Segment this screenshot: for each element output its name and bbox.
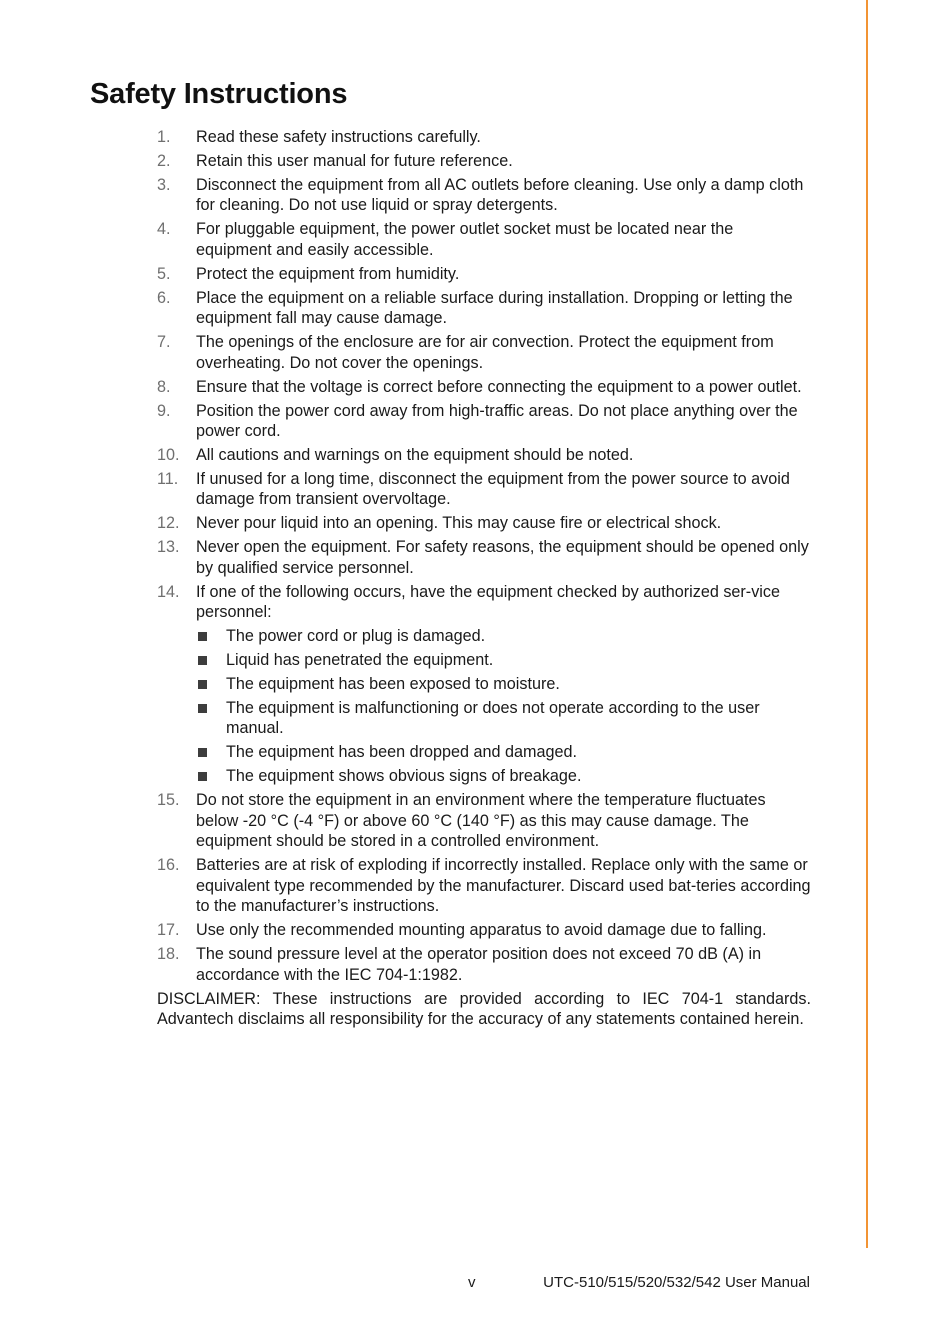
item-number: 4. (157, 220, 171, 239)
list-item (157, 332, 811, 373)
bullet-item (196, 698, 811, 739)
item-text: Ensure that the voltage is correct before connecting the equipment to a power outlet. (196, 377, 802, 396)
list-item (157, 582, 811, 787)
item-number: 9. (157, 401, 171, 420)
list-item (157, 513, 811, 534)
bullet-text: The power cord or plug is damaged. (226, 627, 486, 646)
item-text: Retain this user manual for future reference. (196, 151, 513, 170)
item-number: 2. (157, 151, 171, 170)
disclaimer-text: DISCLAIMER: These instructions are provided according to IEC 704-1 standards. Advantech disclaims all responsibility for the accuracy of any statements contained herein. (157, 989, 811, 1029)
item-number: 16. (157, 856, 180, 875)
bullet-text: The equipment has been exposed to moisture. (226, 675, 560, 693)
page-title: Safety Instructions (90, 78, 348, 110)
item-number: 18. (157, 945, 180, 964)
item-number: 1. (157, 128, 171, 146)
list-item (157, 151, 811, 172)
item-number: 11. (157, 469, 179, 488)
item-text: Protect the equipment from humidity. (196, 264, 460, 283)
square-bullet-icon (198, 772, 207, 781)
list-item (157, 469, 811, 510)
item-text: The sound pressure level at the operator position does not exceed 70 dB (A) in accordance with the IEC 704-1:1982. (196, 945, 762, 984)
list-item (157, 377, 811, 398)
list-item (157, 175, 811, 216)
square-bullet-icon (198, 632, 207, 641)
bullet-item (196, 626, 811, 647)
item-text: Position the power cord away from high-traffic areas. Do not place anything over the power cord. (196, 401, 798, 441)
square-bullet-icon (198, 680, 207, 689)
list-item (157, 401, 811, 442)
item-text: If unused for a long time, disconnect the equipment from the power source to avoid damage from transient overvoltage. (196, 469, 790, 509)
item-text: Use only the recommended mounting apparatus to avoid damage due to falling. (196, 921, 767, 940)
item-text: If one of the following occurs, have the equipment checked by authorized ser-vice personnel: (196, 582, 780, 622)
item-text: Do not store the equipment in an environment where the temperature fluctuates below -20 °C (-4 °F) or above 60 °C (140 °F) as this may cause damage. The equipment should be stored in a controlled environment. (196, 791, 766, 851)
item-text: For pluggable equipment, the power outlet socket must be located near the equipment and easily accessible. (196, 220, 734, 259)
bullet-list (196, 626, 811, 787)
bullet-text: The equipment is malfunctioning or does not operate according to the user manual. (226, 698, 760, 738)
item-text: Place the equipment on a reliable surface during installation. Dropping or letting the equipment fall may cause damage. (196, 288, 793, 328)
list-item (157, 537, 811, 578)
page-edge-rule (866, 0, 868, 1248)
item-number: 3. (157, 175, 171, 194)
item-text: All cautions and warnings on the equipment should be noted. (196, 445, 634, 464)
item-text: The openings of the enclosure are for air convection. Protect the equipment from overheating. Do not cover the openings. (196, 333, 774, 372)
item-number: 5. (157, 264, 171, 283)
bullet-item (196, 674, 811, 695)
item-number: 14. (157, 582, 180, 601)
list-item (157, 288, 811, 329)
list-item (157, 445, 811, 466)
item-number: 10. (157, 445, 180, 464)
page-number: v (468, 1274, 476, 1291)
bullet-item (196, 742, 811, 763)
list-item (157, 127, 811, 148)
list-item (157, 790, 811, 852)
item-number: 12. (157, 514, 180, 533)
square-bullet-icon (198, 704, 207, 713)
item-number: 8. (157, 377, 171, 396)
manual-title: UTC-510/515/520/532/542 User Manual (543, 1274, 810, 1291)
bullet-item (196, 650, 811, 671)
bullet-text: The equipment has been dropped and damaged. (226, 743, 577, 762)
item-number: 17. (157, 921, 180, 940)
item-text: Read these safety instructions carefully. (196, 128, 481, 146)
list-item (157, 264, 811, 285)
item-text: Disconnect the equipment from all AC outlets before cleaning. Use only a damp cloth for cleaning. Do not use liquid or spray detergents. (196, 175, 804, 215)
item-text: Batteries are at risk of exploding if incorrectly installed. Replace only with the same or equivalent type recommended by the manufacturer. Discard used bat-teries according to the manufacturer’s instructions. (196, 856, 811, 916)
item-number: 15. (157, 791, 180, 810)
square-bullet-icon (198, 748, 207, 757)
item-text: Never pour liquid into an opening. This may cause fire or electrical shock. (196, 514, 722, 533)
bullet-text: The equipment shows obvious signs of breakage. (226, 767, 582, 786)
item-text: Never open the equipment. For safety reasons, the equipment should be opened only by qualified service personnel. (196, 538, 809, 577)
item-number: 13. (157, 538, 180, 557)
list-item (157, 920, 811, 941)
item-number: 7. (157, 333, 171, 352)
bullet-item (196, 766, 811, 787)
square-bullet-icon (198, 656, 207, 665)
bullet-text: Liquid has penetrated the equipment. (226, 651, 494, 670)
list-item (157, 944, 811, 985)
list-item (157, 219, 811, 260)
item-number: 6. (157, 288, 171, 307)
list-item (157, 855, 811, 917)
safety-content (157, 127, 811, 1030)
